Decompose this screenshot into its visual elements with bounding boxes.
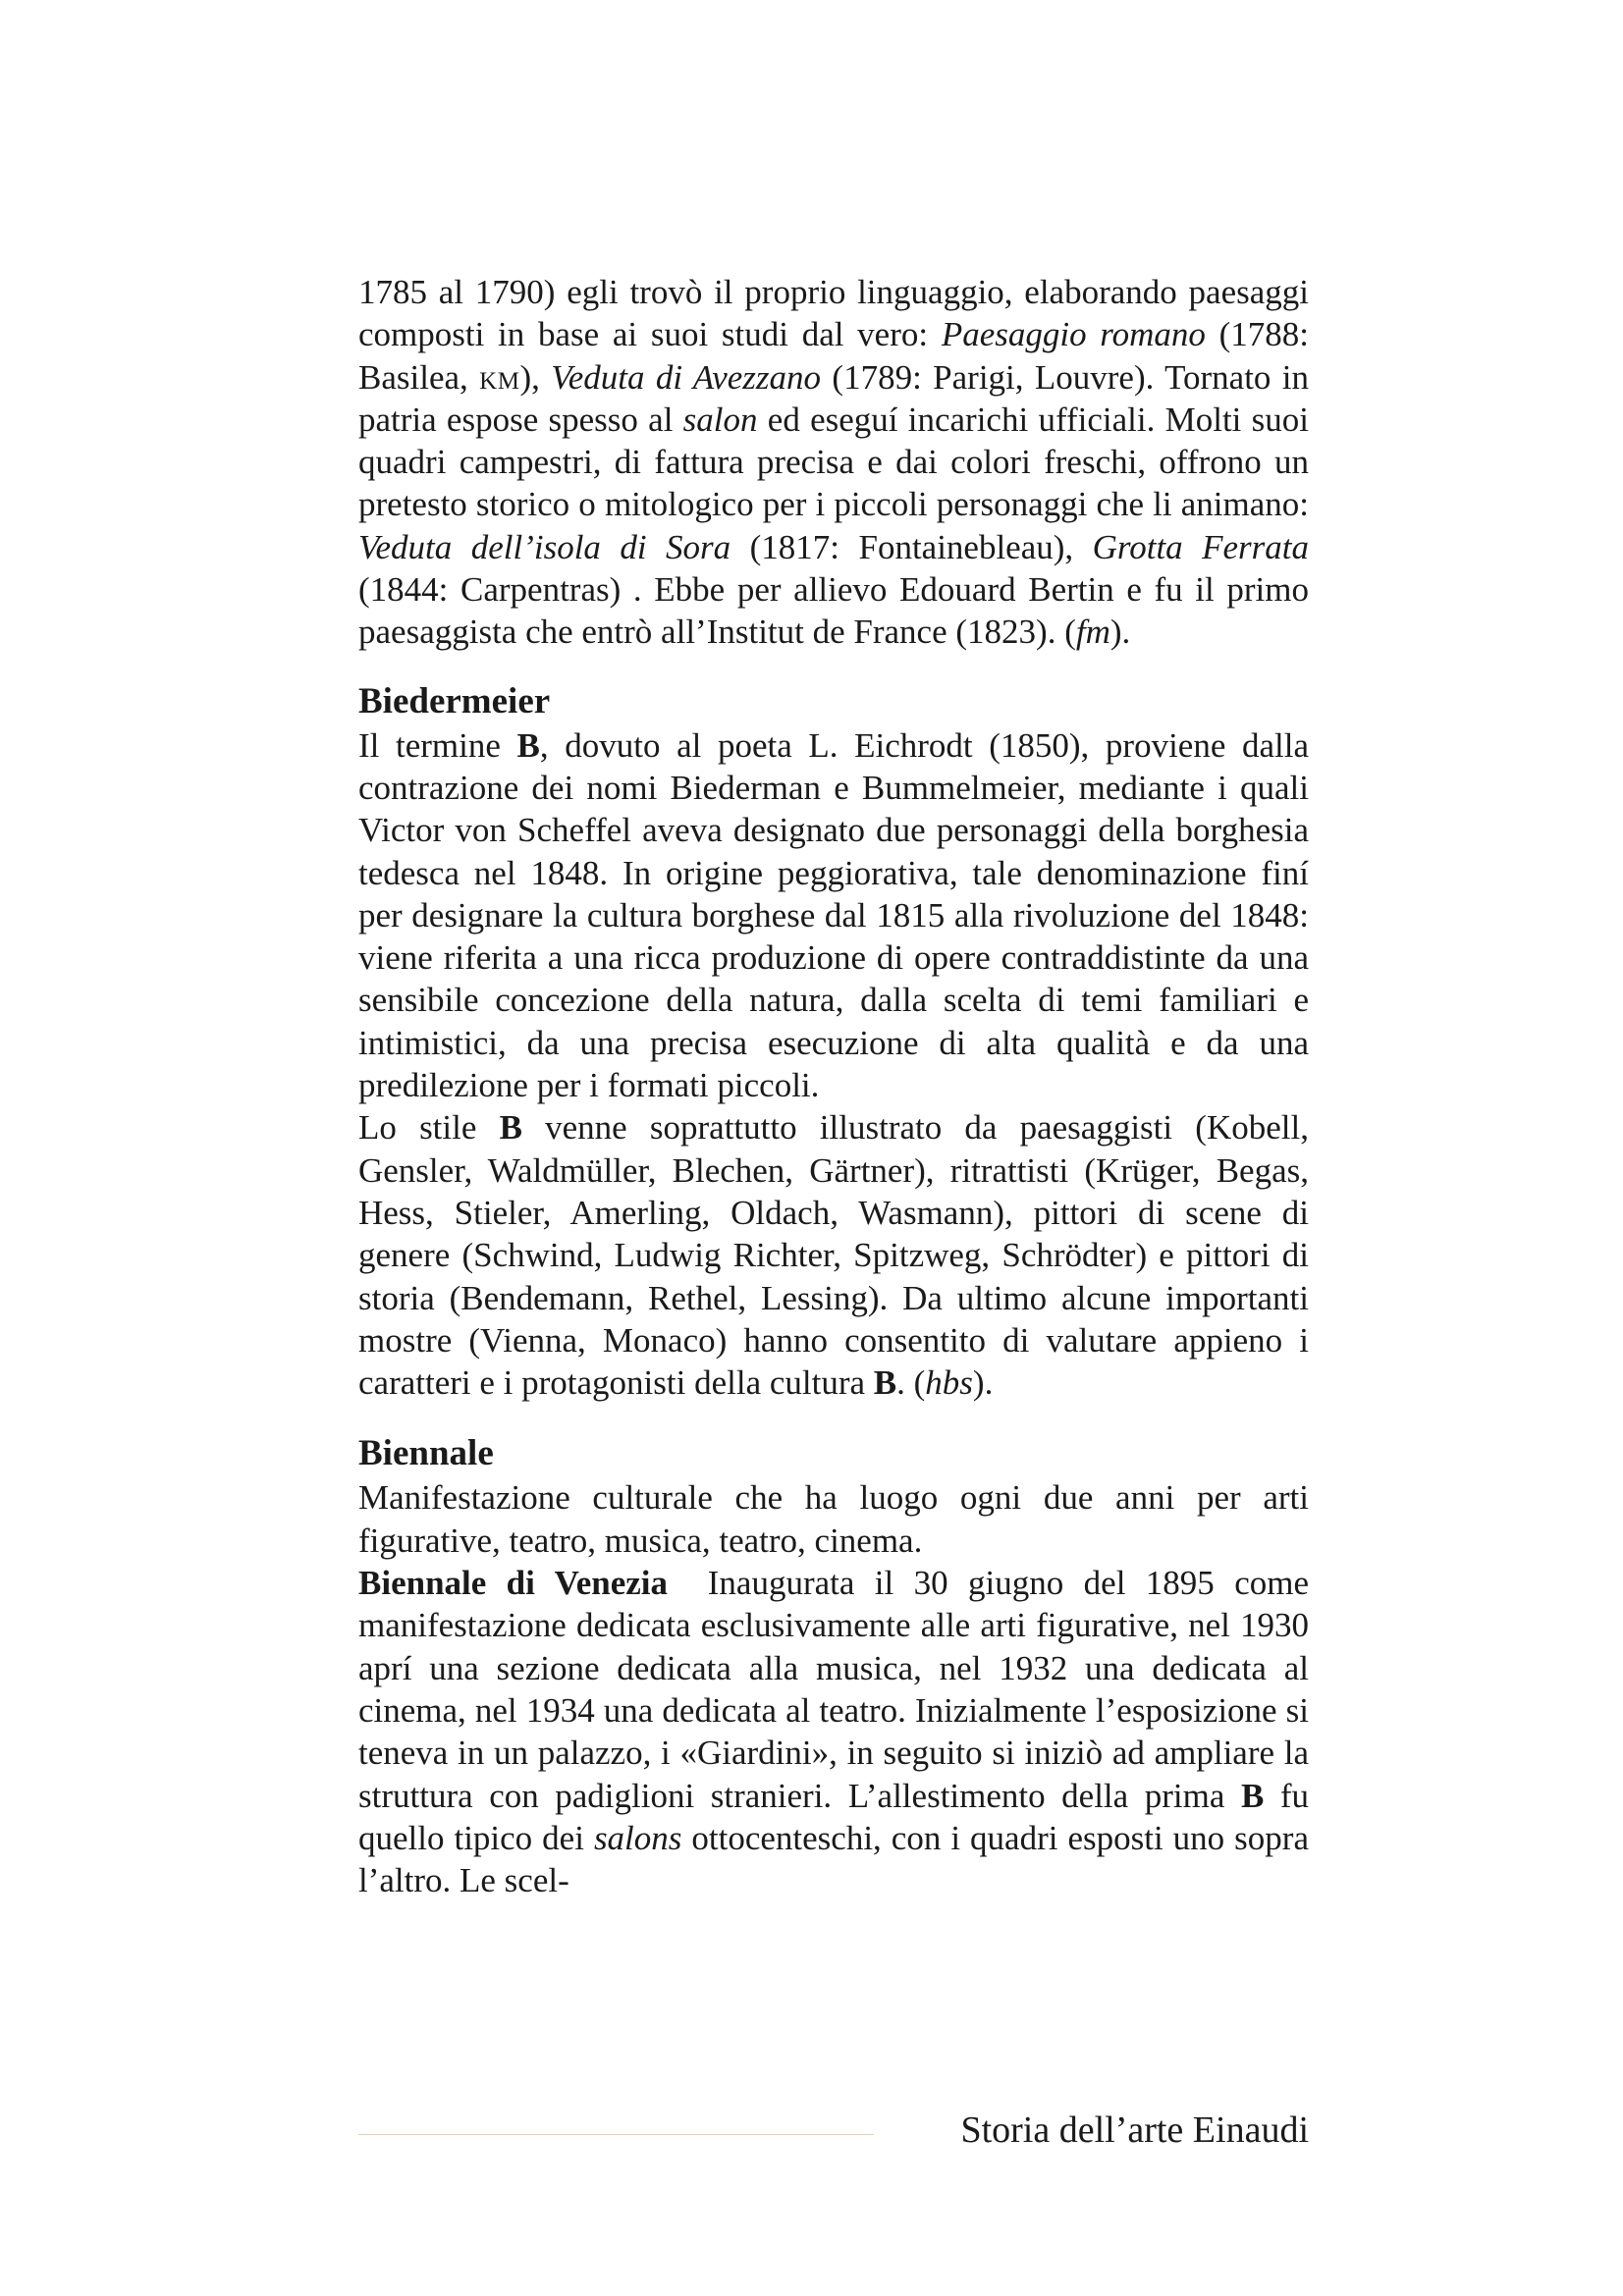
heading-biennale: Biennale xyxy=(358,1433,494,1474)
intro-italic-author: fm xyxy=(1075,613,1110,652)
biennale-paragraph-2 xyxy=(358,1562,1318,1901)
intro-text-8: ). xyxy=(1109,613,1131,652)
intro-text-1: 1785 al 1790) egli trovò il proprio linguaggio, elaborando paesaggi composti in base ai suoi studi dal vero: xyxy=(358,273,1309,354)
biennale-p2-italic-salons: salons xyxy=(593,1818,682,1857)
intro-text-6: (1817: Fontainebleau), xyxy=(730,527,1093,566)
footer-divider xyxy=(358,2134,874,2135)
bied-p1-text-2: , dovuto al poeta L. Eichrodt (1850), proviene dalla contrazione dei nomi Biederman e Bummelmeier, mediante i quali Victor von Scheffel aveva designato due personaggi della borghesia tedesca nel 1848. In origine peggiorativa, tale denominazione finí per designare la cultura borghese dal 1815 alla rivoluzione del 1848: viene riferita a una ricca produzione di opere contraddistinte da una sensibile concezione della natura, dalla scelta di temi familiari e intimistici, da una precisa esecuzione di alta qualità e da una predilezione per i formati piccoli. xyxy=(358,725,1310,1105)
intro-text-4: (1789: Parigi, Louvre). Tornato in patria espose spesso al xyxy=(358,357,1310,439)
biennale-p2-text-3: ottocenteschi, con i quadri esposti uno sopra l’altro. Le scel- xyxy=(358,1818,1309,1900)
page-body xyxy=(358,271,1318,1901)
intro-text-3: ), xyxy=(519,357,552,397)
heading-biedermeier: Biedermeier xyxy=(358,680,551,721)
footer-publication-title: Storia dell’arte Einaudi xyxy=(960,2109,1309,2151)
biennale-paragraph-1: Manifestazione culturale che ha luogo ogni due anni per arti figurative, teatro, musica, teatro, cinema. xyxy=(358,1478,1309,1560)
bied-p2-bold-b-1: B xyxy=(499,1108,522,1148)
bied-p2-bold-b-2: B xyxy=(873,1363,897,1403)
page-footer xyxy=(358,2107,1309,2156)
intro-smallcaps-km: km xyxy=(479,357,520,397)
intro-italic-grotta-ferrata: Grotta Ferrata xyxy=(1092,527,1310,566)
bied-p1-bold-b: B xyxy=(516,725,540,765)
intro-text-5: ed eseguí incarichi ufficiali. Molti suoi quadri campestri, di fattura precisa e dai colori freschi, offrono un pretesto storico o mitologico per i piccoli personaggi che li animano: xyxy=(358,400,1309,524)
biedermeier-paragraph-2 xyxy=(358,1106,1309,1404)
intro-paragraph xyxy=(358,271,1309,654)
biennale-p2-text-1: Inaugurata il 30 giugno del 1895 come manifestazione dedicata esclusivamente alle arti figurative, nel 1930 aprí una sezione dedicata alla musica, nel 1932 una dedicata al cinema, nel 1934 una dedicata al teatro. Inizialmente l’esposizione si teneva in un palazzo, i «Giardini», in seguito si iniziò ad ampliare la struttura con padiglioni stranieri. L’allestimento della prima xyxy=(358,1564,1318,1815)
intro-text-2: (1788: Basilea, xyxy=(358,315,1309,397)
biedermeier-paragraph-1 xyxy=(358,724,1309,1107)
intro-text-7: (1844: Carpentras) . Ebbe per allievo Edouard Bertin e fu il primo paesaggista che entrò all’Institut de France (1823). ( xyxy=(358,570,1309,652)
intro-italic-veduta-sora: Veduta dell’isola di Sora xyxy=(358,527,731,566)
intro-italic-veduta-avezzano: Veduta di Avezzano xyxy=(551,357,822,397)
bied-p2-text-3: . ( xyxy=(896,1363,926,1403)
biennale-p2-text-2: fu quello tipico dei xyxy=(358,1776,1310,1857)
bied-p1-text-1: Il termine xyxy=(358,725,517,765)
biennale-venezia-label: Biennale di Venezia xyxy=(358,1564,668,1603)
bied-p2-text-1: Lo stile xyxy=(358,1108,500,1148)
bied-p2-italic-author: hbs xyxy=(925,1363,973,1403)
intro-italic-salon: salon xyxy=(682,400,758,439)
bied-p2-text-2: venne soprattutto illustrato da paesaggisti (Kobell, Gensler, Waldmüller, Blechen, Gärtner), ritrattisti (Krüger, Begas, Hess, Stieler, Amerling, Oldach, Wasmann), pittori di scene di genere (Schwind, Ludwig Richter, Spitzweg, Schrödter) e pittori di storia (Bendemann, Rethel, Lessing). Da ultimo alcune importanti mostre (Vienna, Monaco) hanno consentito di valutare appieno i caratteri e i protagonisti della cultura xyxy=(358,1108,1309,1403)
biennale-p2-bold-b: B xyxy=(1240,1776,1265,1815)
intro-italic-paesaggio-romano: Paesaggio romano xyxy=(941,315,1206,354)
bied-p2-text-4: ). xyxy=(972,1363,994,1403)
